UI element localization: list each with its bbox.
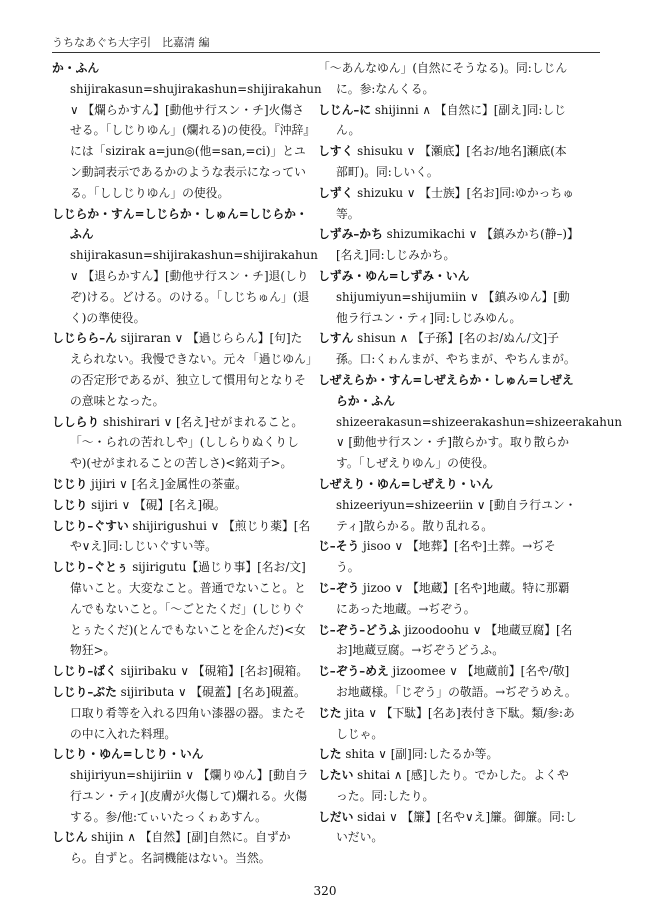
entry-body: shisuku ∨ 【瀬底】[名お/地名]瀬底(本部町)。同:しいく。 xyxy=(336,144,567,179)
entry-headword: じ–そう xyxy=(318,539,360,554)
entry-body: jijiri ∨ [名え]金属性の茶壷。 xyxy=(87,476,247,491)
dictionary-entry xyxy=(52,204,318,329)
dictionary-entry xyxy=(318,266,578,328)
entry-headword: しじり–ぐとぅ xyxy=(52,560,129,575)
page-header-title: うちなあぐち大字引 比嘉清 編 xyxy=(52,36,210,49)
dictionary-entry xyxy=(52,495,312,516)
entry-body: jizoo ∨ 【地蔵】[名や]地蔵。特に那覇にあった地蔵。→ぢぞう。 xyxy=(336,580,570,616)
dictionary-entry xyxy=(52,744,312,827)
entry-body: sijiributa ∨ 【硯蓋】[名あ]硯蓋。口取り肴等を入れる四角い漆器の器。またその中に入れた料理。 xyxy=(70,684,306,741)
entry-body: shijirakasun=shijirakashun=shijirakahun ∨ 【退らかすん】[動他サ行スン・チ]退(しりぞ)ける。どける。のける。「しじちゅん」(退く)の準使役。 xyxy=(70,248,318,325)
entry-body: shizumikachi ∨ 【鎮みかち(静–)】[名え]同:しじみかち。 xyxy=(336,227,573,263)
entry-headword: しじらか・すん=しじらか・しゅん=しじらか・ふん xyxy=(52,206,308,242)
dictionary-entry xyxy=(318,224,578,266)
entry-body: sijiraran ∨ 【過じららん】[句]たえられない。我慢できない。元々「過じゆん」の否定形であるが、独立して慣用句となりその意味となった。 xyxy=(70,331,312,408)
dictionary-entry xyxy=(52,412,312,474)
entry-headword: しじん xyxy=(52,830,88,845)
entry-body: shizeerakasun=shizeerakashun=shizeerakahun ∨ [動他サ行スン・チ]散らかす。取り散らかす。「しぜえりゆん」の使役。 xyxy=(336,414,623,471)
dictionary-entry xyxy=(52,682,312,744)
entry-body: sijirigutu【過じり事】[名お/文]偉いこと。大変なこと。普通でないこと。とんでもないこと。「〜ごとたくだ」(しじりぐとぅたくだ)(とんでもないことを企んだ)<女物狂>。 xyxy=(70,560,306,658)
entry-body: shijumiyun=shijumiin ∨ 【鎮みゆん】[動他ラ行ユン・ティ]同:しじみゆん。 xyxy=(336,289,570,325)
dictionary-entry xyxy=(318,536,578,578)
entry-body: jita ∨ 【下駄】[名あ]表付き下駄。類/参:あしじゃ。 xyxy=(336,705,575,741)
dictionary-entry xyxy=(52,557,312,661)
entry-headword: しじり–ばく xyxy=(52,664,117,679)
dictionary-entry xyxy=(318,183,578,225)
dictionary-entry xyxy=(318,141,578,183)
entry-headword: しじり–ぶた xyxy=(52,684,117,699)
dictionary-entry xyxy=(52,827,312,869)
entry-body: shijiriyun=shijiriin ∨ 【爛りゆん】[動自ラ行ユン・ティ](皮膚が火傷して)爛れる。火傷する。参/他:てぃいたっくゎあすん。 xyxy=(70,768,309,824)
entry-headword: しじり・ゆん=しじり・いん xyxy=(52,747,204,762)
entry-headword: しずみ・ゆん=しずみ・いん xyxy=(318,268,470,283)
entry-headword: ししらり xyxy=(52,414,100,429)
entry-headword: しずく xyxy=(318,185,354,200)
entry-body: shijirigushui ∨ 【煎じり薬】[名や∨え]同:しじいぐすい等。 xyxy=(70,518,311,554)
entry-headword: しじり–ぐすい xyxy=(52,518,129,533)
entry-headword: しじん–に xyxy=(318,102,372,117)
entry-body: shijinni ∧ 【自然に】[副え]同:しじん。 xyxy=(336,102,566,138)
dictionary-entry xyxy=(52,474,312,495)
dictionary-entry xyxy=(52,661,312,682)
entry-headword: じじり xyxy=(52,476,88,491)
entry-body: shizuku ∨ 【士族】[名お]同:ゆかっちゅ等。 xyxy=(336,185,575,221)
dictionary-entry xyxy=(318,100,578,142)
dictionary-entry xyxy=(318,370,623,474)
page-number: 320 xyxy=(313,884,337,898)
entry-headword: しだい xyxy=(318,809,354,824)
entry-body: shita ∨ [副]同:したるか等。 xyxy=(341,747,499,762)
entry-headword: じ–ぞう–めえ xyxy=(318,664,389,679)
entry-headword: しぜえり・ゆん=しぜえり・いん xyxy=(318,476,494,491)
dictionary-entry xyxy=(318,328,578,370)
dictionary-entry xyxy=(318,58,578,100)
entry-headword: したい xyxy=(318,768,354,783)
page-header xyxy=(52,36,600,53)
entry-body: jisoo ∨ 【地葬】[名や]土葬。→ぢそう。 xyxy=(336,539,556,575)
dictionary-entry xyxy=(318,765,578,807)
dictionary-entry xyxy=(318,703,578,745)
entry-body: shijirakasun=shujirakashun=shijirakahun ∨ 【爛らかすん】[動他サ行スン・チ]火傷させる。「しじりゆん」(爛れる)の使役。『沖辞』には「sizirak a=jun◎(他=san,=ci)」とユン動詞表示であるかのような表示になっている。「ししじりゆん」の使役。 xyxy=(70,81,322,200)
entry-body: sijiri ∨ 【硯】[名え]硯。 xyxy=(87,497,226,512)
entry-headword: しずみ–かち xyxy=(318,227,383,242)
entry-body: jizoomee ∨ 【地蔵前】[名や/敬]お地蔵様。「じぞう」の敬語。→ぢぞうめえ。 xyxy=(336,664,577,699)
entry-headword: しすん xyxy=(318,331,354,346)
entry-headword: じ–ぞう xyxy=(318,580,360,595)
dictionary-entry xyxy=(318,620,578,662)
entry-headword: しじり xyxy=(52,497,88,512)
entry-body: sijiribaku ∨ 【硯箱】[名お]硯箱。 xyxy=(116,664,309,679)
entry-body: 「〜あんなゆん」(自然にそうなる)。同:しじんに。参:なんくる。 xyxy=(318,61,568,96)
entry-body: shijin ∧ 【自然】[副]自然に。自ずから。自ずと。名詞機能はない。当然。 xyxy=(70,830,291,866)
entry-body: shitai ∧ [感]したり。でかした。よくやった。同:したり。 xyxy=(336,768,569,803)
entry-headword: か・ふん xyxy=(52,61,100,75)
entry-headword: しすく xyxy=(318,144,354,159)
dictionary-entry xyxy=(318,474,578,536)
entry-body: shizeeriyun=shizeeriin ∨ [動自ラ行ユン・ティ]散らかる。散り乱れる。 xyxy=(336,497,577,533)
entry-headword: した xyxy=(318,747,342,762)
entry-body: shishirari ∨ [名え]せがまれること。「〜・られの苦れしや」(ししらりぬくりしや)(せがまれることの苦しさ)<銘苅子>。 xyxy=(70,414,304,471)
entry-body: sidai ∨ 【簾】[名や∨え]簾。御簾。同:しいだい。 xyxy=(336,809,577,845)
dictionary-entry xyxy=(318,807,578,849)
entry-body: jizoodoohu ∨ 【地蔵豆腐】[名お]地蔵豆腐。→ぢぞうどうふ。 xyxy=(336,622,573,658)
dictionary-entry xyxy=(318,578,578,620)
entry-headword: しぜえらか・すん=しぜえらか・しゅん=しぜえらか・ふん xyxy=(318,372,574,408)
dictionary-entry xyxy=(52,58,322,204)
dictionary-entry xyxy=(318,661,578,703)
right-column xyxy=(318,58,623,848)
entry-headword: しじらら–ん xyxy=(52,331,117,346)
left-column xyxy=(52,58,322,869)
entry-body: shisun ∧ 【子孫】[名のお/ぬん/文]子孫。口:くゎんまが、やちまが、やちんまが。 xyxy=(336,331,576,367)
dictionary-entry xyxy=(318,744,578,765)
entry-headword: じた xyxy=(318,705,342,720)
dictionary-entry xyxy=(52,328,312,411)
entry-headword: じ–ぞう–どうふ xyxy=(318,622,401,637)
dictionary-entry xyxy=(52,516,312,558)
